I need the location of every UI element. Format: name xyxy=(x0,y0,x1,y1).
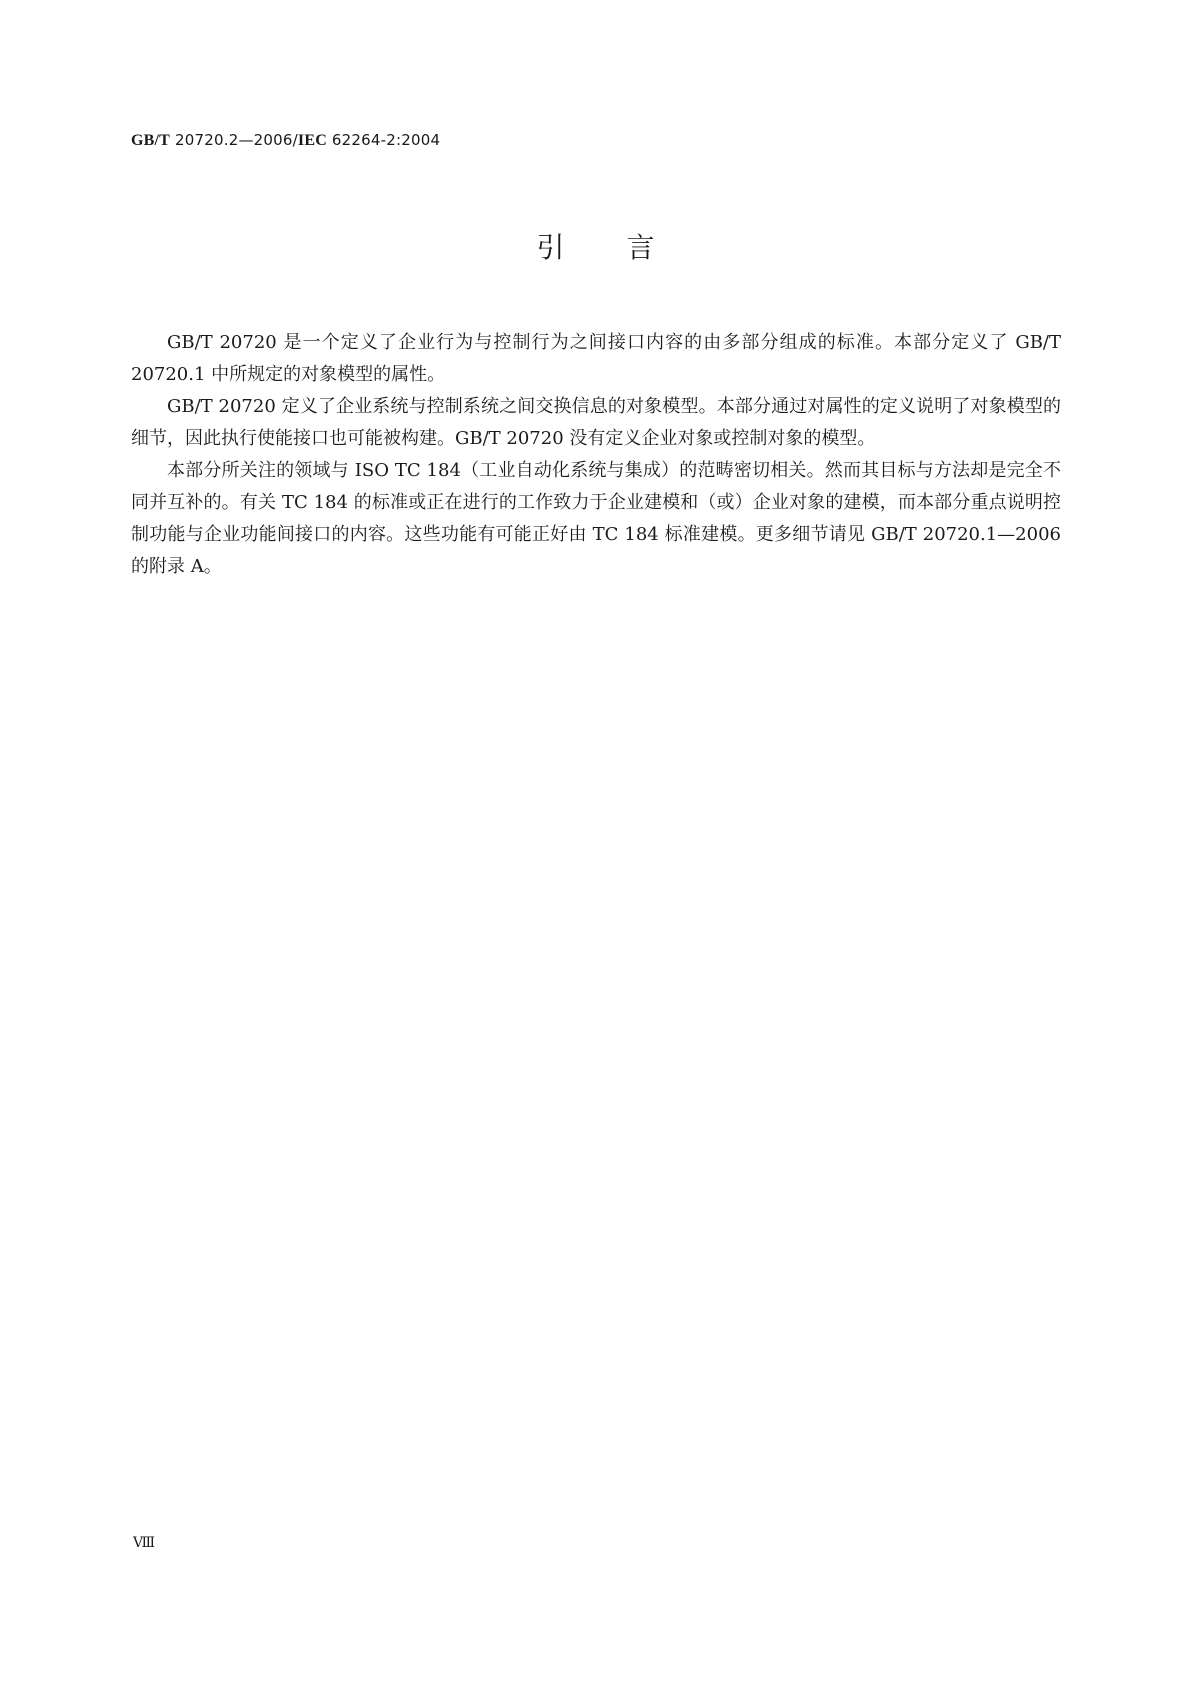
standard-number-header xyxy=(131,130,440,150)
header-iec-number: 62264-2:2004 xyxy=(326,131,441,149)
page-number: Ⅷ xyxy=(133,1535,156,1551)
page-title: 引言 xyxy=(536,231,717,264)
header-number: 20720.2 xyxy=(170,131,239,149)
paragraph-1: GB/T 20720 是一个定义了企业行为与控制行为之间接口内容的由多部分组成的标准。本部分定义了 GB/T 20720.1 中所规定的对象模型的属性。 xyxy=(131,332,1061,385)
paragraph-3: 本部分所关注的领域与 ISO TC 184（工业自动化系统与集成）的范畴密切相关。然而其目标与方法却是完全不同并互补的。有关 TC 184 的标准或正在进行的工作致力于企业建模和（或）企业对象的建模，而本部分重点说明控制功能与企业功能间接口的内容。这些功能有可能正好由 TC 184 标准建模。更多细节请见 GB/T 20720.1—2006 的附录 A。 xyxy=(131,460,1061,577)
header-prefix: GB/T xyxy=(131,132,171,149)
header-iec: IEC xyxy=(297,132,327,149)
paragraph-2: GB/T 20720 定义了企业系统与控制系统之间交换信息的对象模型。本部分通过对属性的定义说明了对象模型的细节，因此执行使能接口也可能被构建。GB/T 20720 没有定义企业对象或控制对象的模型。 xyxy=(131,396,1061,449)
header-dash: — xyxy=(238,131,254,149)
header-year: 2006/ xyxy=(253,131,298,149)
body-text xyxy=(131,327,1061,583)
